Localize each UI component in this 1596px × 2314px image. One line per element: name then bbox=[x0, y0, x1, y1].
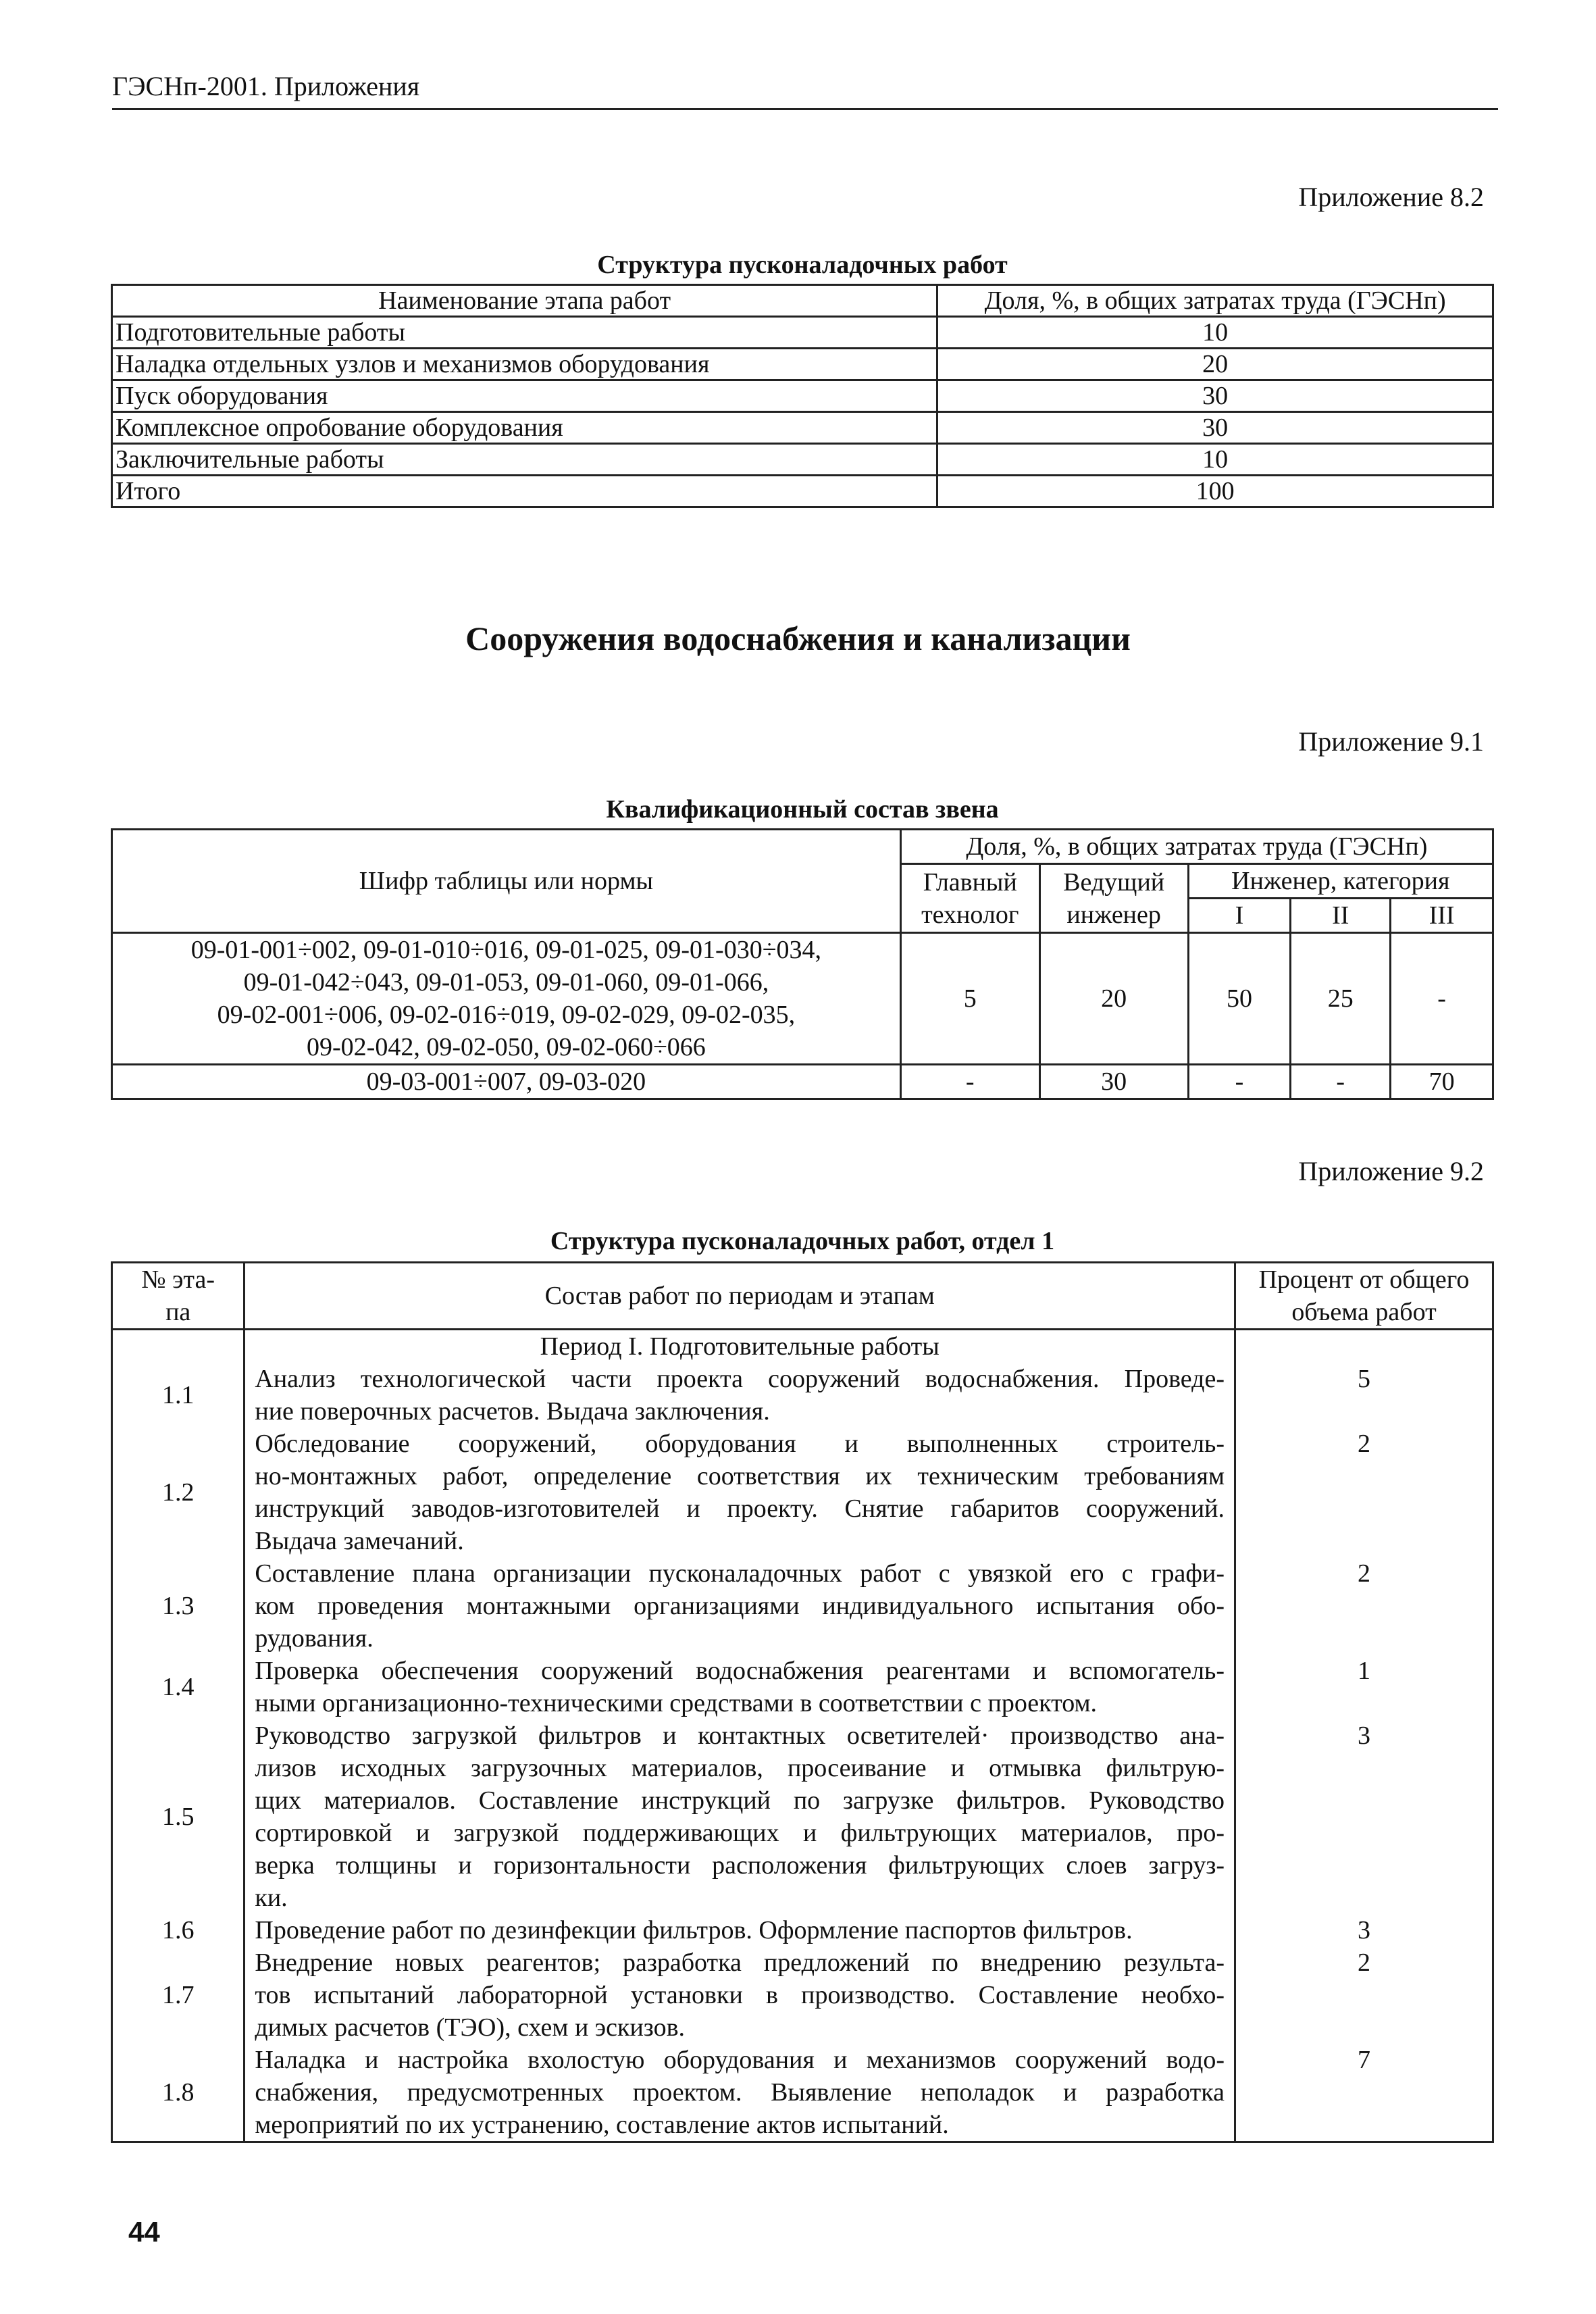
category-i: I bbox=[1188, 899, 1291, 933]
chief-value: - bbox=[900, 1065, 1039, 1099]
category-iii: III bbox=[1391, 899, 1493, 933]
stage-percent: 2 bbox=[1235, 1557, 1493, 1655]
header-divider bbox=[112, 108, 1498, 110]
stage-number: 1.5 bbox=[112, 1719, 244, 1914]
lead-value: 30 bbox=[1039, 1065, 1188, 1099]
stage-number: 1.3 bbox=[112, 1557, 244, 1655]
qualification-table bbox=[111, 828, 1494, 1100]
num-header-line-2: па bbox=[165, 1298, 191, 1326]
description-line: Проведение работ по дезинфекции фильтров. Оформление паспортов фильтров. bbox=[255, 1916, 1133, 1944]
table-row bbox=[112, 1428, 1493, 1557]
column-header-share: Доля, %, в общих затратах труда (ГЭСНп) bbox=[937, 285, 1493, 317]
description-line: рудования. bbox=[255, 1624, 374, 1653]
table-header-row bbox=[112, 285, 1493, 317]
lead-line-2: инженер bbox=[1066, 900, 1161, 929]
chief-line-1: Главный bbox=[923, 867, 1017, 897]
chief-value: 5 bbox=[900, 933, 1039, 1065]
column-header-stage: Наименование этапа работ bbox=[112, 285, 937, 317]
stage-name: Комплексное опробование оборудования bbox=[112, 412, 937, 444]
description-line: Проверка обеспечения сооружений водоснабжения реагентами и вспомогатель- bbox=[255, 1657, 1225, 1685]
appendix-8-2-caption: Структура пусконаладочных работ bbox=[597, 251, 1008, 279]
eng3-value: - bbox=[1391, 933, 1493, 1065]
description-line: Анализ технологической части проекта сооружений водоснабжения. Проведе- bbox=[255, 1365, 1225, 1393]
table-row bbox=[112, 2044, 1493, 2142]
description-line: Составление плана организации пусконаладочных работ с увязкой его с графи- bbox=[255, 1559, 1225, 1588]
column-header-work: Состав работ по периодам и этапам bbox=[244, 1263, 1235, 1330]
code-cell bbox=[112, 933, 901, 1065]
lead-line-1: Ведущий bbox=[1063, 867, 1165, 897]
table-row bbox=[112, 1557, 1493, 1655]
stage-description bbox=[244, 1655, 1235, 1719]
lead-value: 20 bbox=[1039, 933, 1188, 1065]
code-line: 09-01-001÷002, 09-01-010÷016, 09-01-025, 09-01-030÷034, bbox=[190, 936, 822, 964]
eng1-value: - bbox=[1188, 1065, 1291, 1099]
description-line: снабжения, предусмотренных проектом. Выявление неполадок и разработка bbox=[255, 2078, 1225, 2107]
description-line: ки. bbox=[255, 1884, 288, 1912]
description-line: верка толщины и горизонтальности расположения фильтрующих слоев загруз- bbox=[255, 1851, 1225, 1880]
table-row bbox=[112, 1946, 1493, 2044]
description-line: димых расчетов (ТЭО), схем и эскизов. bbox=[255, 2013, 686, 2042]
stage-percent: 7 bbox=[1235, 2044, 1493, 2142]
stage-share: 20 bbox=[937, 349, 1493, 380]
description-line: ными организационно-техническими средствами в соответствии с проектом. bbox=[255, 1689, 1098, 1717]
chief-line-2: технолог bbox=[921, 900, 1019, 929]
appendix-9-1-label: Приложение 9.1 bbox=[1298, 726, 1484, 757]
eng1-value: 50 bbox=[1188, 933, 1291, 1065]
page-number: 44 bbox=[128, 2216, 160, 2248]
code-cell: 09-03-001÷007, 09-03-020 bbox=[112, 1065, 901, 1099]
column-header-engineer-category: Инженер, категория bbox=[1188, 864, 1493, 899]
table-header-row bbox=[112, 1263, 1493, 1330]
description-line: мероприятий по их устранению, составление актов испытаний. bbox=[255, 2111, 949, 2139]
startup-works-body bbox=[112, 1363, 1493, 2142]
column-header-stage-number bbox=[112, 1263, 244, 1330]
description-line: Наладка и настройка вхолостую оборудования и механизмов сооружений водо- bbox=[255, 2046, 1225, 2074]
category-ii: II bbox=[1291, 899, 1391, 933]
column-header-lead-engineer bbox=[1039, 864, 1188, 933]
stage-share: 10 bbox=[937, 317, 1493, 349]
description-line: Обследование сооружений, оборудования и выполненных строитель- bbox=[255, 1430, 1225, 1458]
table-header-row bbox=[112, 830, 1493, 864]
description-line: щих материалов. Составление инструкций по загрузке фильтров. Руководство bbox=[255, 1786, 1225, 1815]
work-structure-table bbox=[111, 284, 1494, 508]
stage-percent: 1 bbox=[1235, 1655, 1493, 1719]
total-label: Итого bbox=[112, 476, 937, 507]
description-line: ком проведения монтажными организациями индивидуального испытания обо- bbox=[255, 1592, 1225, 1620]
table-total-row bbox=[112, 476, 1493, 507]
period-title: Период I. Подготовительные работы bbox=[244, 1330, 1235, 1363]
code-line: 09-02-042, 09-02-050, 09-02-060÷066 bbox=[307, 1033, 706, 1061]
eng3-value: 70 bbox=[1391, 1065, 1493, 1099]
stage-name: Заключительные работы bbox=[112, 444, 937, 476]
column-header-percent bbox=[1235, 1263, 1493, 1330]
table-row bbox=[112, 1719, 1493, 1914]
stage-description bbox=[244, 1363, 1235, 1428]
stage-number: 1.1 bbox=[112, 1363, 244, 1428]
column-header-chief-technologist bbox=[900, 864, 1039, 933]
stage-name: Наладка отдельных узлов и механизмов оборудования bbox=[112, 349, 937, 380]
eng2-value: 25 bbox=[1291, 933, 1391, 1065]
stage-percent: 3 bbox=[1235, 1719, 1493, 1914]
table-row bbox=[112, 933, 1493, 1065]
stage-percent: 5 bbox=[1235, 1363, 1493, 1428]
table-row bbox=[112, 317, 1493, 349]
description-line: тов испытаний лабораторной установки в производство. Составление необхо- bbox=[255, 1981, 1225, 2009]
appendix-9-1-caption: Квалификационный состав звена bbox=[606, 795, 999, 824]
num-header-line-1: № эта- bbox=[141, 1265, 215, 1294]
stage-name: Подготовительные работы bbox=[112, 317, 937, 349]
description-line: Выдача замечаний. bbox=[255, 1527, 464, 1555]
total-share: 100 bbox=[937, 476, 1493, 507]
description-line: лизов исходных загрузочных материалов, просеивание и отмывка фильтрую- bbox=[255, 1754, 1225, 1782]
stage-share: 30 bbox=[937, 380, 1493, 412]
stage-number: 1.6 bbox=[112, 1914, 244, 1946]
description-line: Руководство загрузкой фильтров и контактных осветителей· производство ана- bbox=[255, 1721, 1225, 1750]
table-row bbox=[112, 349, 1493, 380]
stage-description bbox=[244, 1428, 1235, 1557]
section-title: Сооружения водоснабжения и канализации bbox=[465, 620, 1131, 657]
running-header: ГЭСНп-2001. Приложения bbox=[112, 71, 420, 101]
appendix-8-2-label: Приложение 8.2 bbox=[1298, 182, 1484, 212]
description-line: сортировкой и загрузкой поддерживающих и фильтрующих материалов, про- bbox=[255, 1819, 1225, 1847]
appendix-9-2-caption: Структура пусконаладочных работ, отдел 1 bbox=[550, 1227, 1055, 1255]
table-row bbox=[112, 1363, 1493, 1428]
stage-description bbox=[244, 1719, 1235, 1914]
stage-description bbox=[244, 1946, 1235, 2044]
appendix-9-2-label: Приложение 9.2 bbox=[1298, 1156, 1484, 1186]
period-row bbox=[112, 1330, 1493, 1363]
table-row bbox=[112, 1655, 1493, 1719]
stage-share: 30 bbox=[937, 412, 1493, 444]
stage-share: 10 bbox=[937, 444, 1493, 476]
description-line: но-монтажных работ, определение соответствия их техническим требованиям bbox=[255, 1462, 1225, 1490]
table-row bbox=[112, 412, 1493, 444]
startup-works-table bbox=[111, 1261, 1494, 2143]
description-line: инструкций заводов-изготовителей и проекту. Снятие габаритов сооружений. bbox=[255, 1494, 1225, 1523]
table-row bbox=[112, 380, 1493, 412]
description-line: ние поверочных расчетов. Выдача заключения. bbox=[255, 1397, 770, 1426]
stage-percent: 2 bbox=[1235, 1428, 1493, 1557]
pct-header-line-2: объема работ bbox=[1291, 1298, 1437, 1326]
stage-number: 1.2 bbox=[112, 1428, 244, 1557]
description-line: Внедрение новых реагентов; разработка предложений по внедрению результа- bbox=[255, 1948, 1225, 1977]
stage-number: 1.8 bbox=[112, 2044, 244, 2142]
stage-description bbox=[244, 2044, 1235, 2142]
code-line: 09-01-042÷043, 09-01-053, 09-01-060, 09-01-066, bbox=[243, 968, 769, 997]
stage-description bbox=[244, 1914, 1235, 1946]
stage-percent: 2 bbox=[1235, 1946, 1493, 2044]
stage-number: 1.7 bbox=[112, 1946, 244, 2044]
code-line: 09-02-001÷006, 09-02-016÷019, 09-02-029, 09-02-035, bbox=[217, 1001, 796, 1029]
stage-description bbox=[244, 1557, 1235, 1655]
table-row bbox=[112, 444, 1493, 476]
pct-header-line-1: Процент от общего bbox=[1258, 1265, 1470, 1294]
column-header-share: Доля, %, в общих затратах труда (ГЭСНп) bbox=[900, 830, 1493, 864]
stage-name: Пуск оборудования bbox=[112, 380, 937, 412]
stage-number: 1.4 bbox=[112, 1655, 244, 1719]
column-header-code: Шифр таблицы или нормы bbox=[112, 830, 901, 933]
table-row bbox=[112, 1065, 1493, 1099]
eng2-value: - bbox=[1291, 1065, 1391, 1099]
stage-percent: 3 bbox=[1235, 1914, 1493, 1946]
table-row bbox=[112, 1914, 1493, 1946]
